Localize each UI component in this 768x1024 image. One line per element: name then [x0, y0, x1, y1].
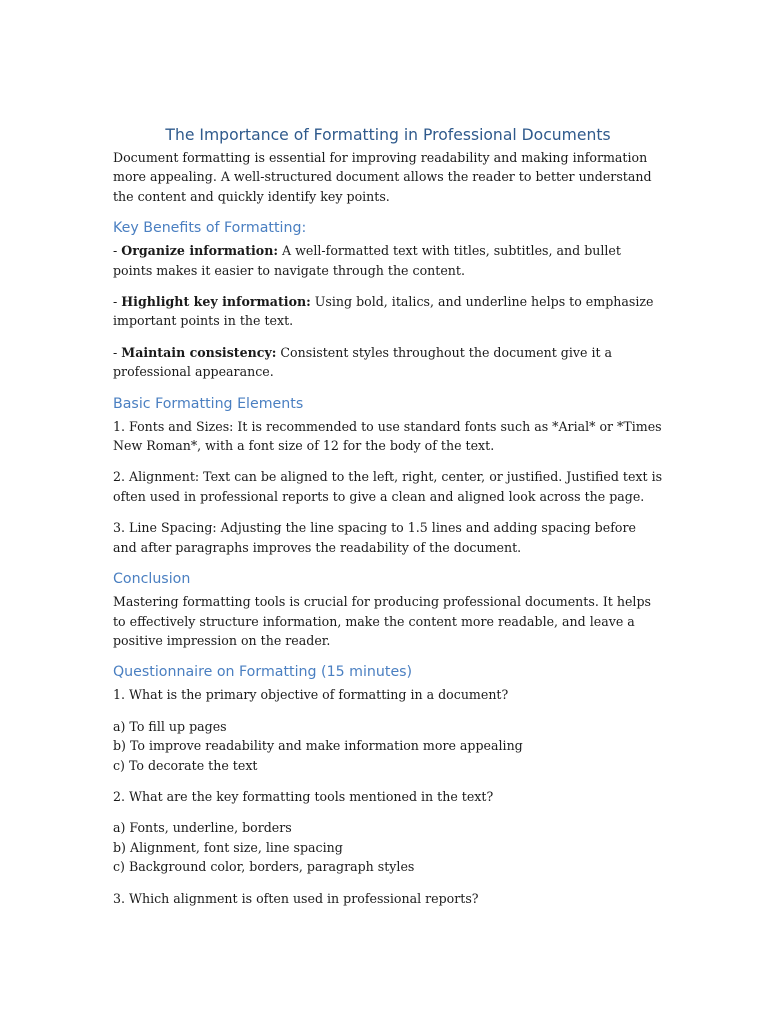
element-item: 2. Alignment: Text can be aligned to the left, right, center, or justified. Justified text is often used in professional reports to give a clean and aligned look across the page. — [113, 469, 663, 504]
answer-options — [113, 717, 663, 775]
element-item: 3. Line Spacing: Adjusting the line spacing to 1.5 lines and adding spacing before and after paragraphs improves the readability of the document. — [113, 520, 636, 555]
element-item: 1. Fonts and Sizes: It is recommended to use standard fonts such as *Arial* or *Times New Roman*, with a font size of 12 for the body of the text. — [113, 418, 662, 454]
question-text: 1. What is the primary objective of formatting in a document? — [113, 687, 509, 703]
benefit-prefix: - — [113, 294, 122, 310]
answer-option: a) Fonts, underline, borders — [113, 820, 292, 836]
benefit-prefix: - — [113, 243, 122, 259]
questionnaire-heading: Questionnaire on Formatting (15 minutes) — [113, 664, 413, 681]
question-text: 2. What are the key formatting tools mentioned in the text? — [113, 788, 494, 804]
document-title: The Importance of Formatting in Professional Documents — [165, 126, 611, 144]
conclusion-heading: Conclusion — [113, 571, 191, 588]
benefit-label: Highlight key information: — [121, 294, 311, 310]
elements-heading: Basic Formatting Elements — [113, 395, 304, 412]
document-page — [113, 124, 663, 920]
benefit-prefix: - — [113, 344, 122, 360]
question-text: 3. Which alignment is often used in professional reports? — [113, 890, 479, 906]
answer-options — [113, 818, 663, 876]
benefit-label: Organize information: — [121, 243, 279, 259]
benefit-text: A well-formatted text with titles, subtitles, and bullet points makes it easier to navigate through the content. — [113, 243, 621, 278]
answer-option: b) To improve readability and make information more appealing — [113, 738, 523, 754]
benefit-item — [113, 241, 663, 280]
answer-option: c) To decorate the text — [113, 757, 258, 773]
benefit-item — [113, 343, 663, 382]
intro-paragraph: Document formatting is essential for improving readability and making information more appealing. A well-structured document allows the reader to better understand the content and quickly identify key points. — [113, 150, 652, 204]
benefit-text: Using bold, italics, and underline helps to emphasize important points in the text. — [113, 294, 654, 329]
benefit-text: Consistent styles throughout the document give it a professional appearance. — [113, 344, 613, 380]
benefits-heading: Key Benefits of Formatting: — [113, 220, 307, 237]
benefit-item — [113, 292, 663, 331]
conclusion-paragraph: Mastering formatting tools is crucial for producing professional documents. It helps to effectively structure information, make the content more readable, and leave a positive impression on the reader. — [113, 594, 651, 648]
answer-option: c) Background color, borders, paragraph styles — [113, 859, 415, 875]
answer-option: a) To fill up pages — [113, 718, 227, 734]
benefit-label: Maintain consistency: — [121, 344, 277, 360]
answer-option: b) Alignment, font size, line spacing — [113, 839, 343, 855]
